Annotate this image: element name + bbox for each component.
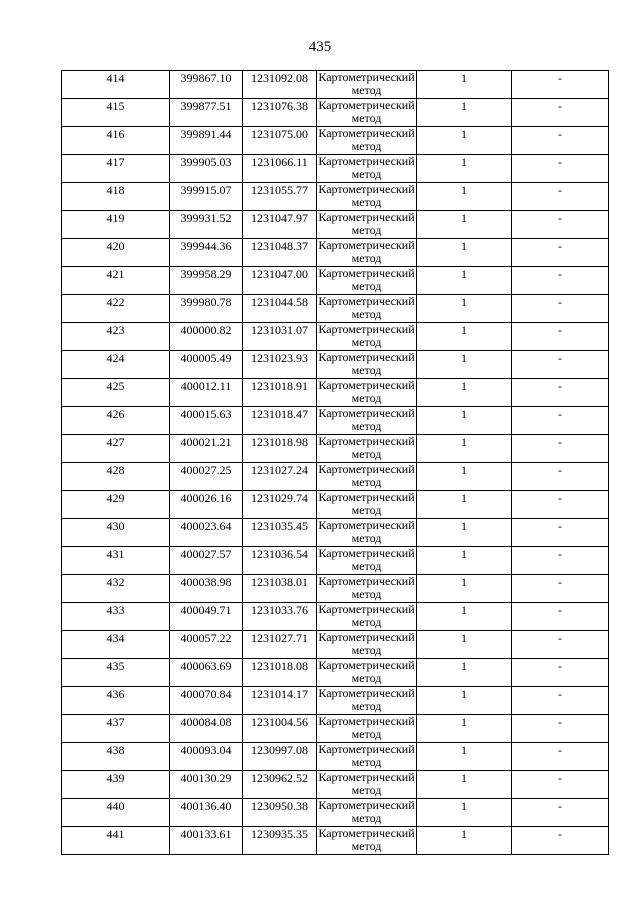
method-cell: Картометрический метод bbox=[318, 98, 415, 125]
description-cell: - bbox=[512, 743, 609, 771]
description-cell: - bbox=[512, 295, 609, 323]
accuracy-cell: 1 bbox=[417, 183, 512, 211]
point-number-cell: 421 bbox=[62, 267, 170, 295]
accuracy-cell: 1 bbox=[417, 519, 512, 547]
y-coordinate-cell: 1231092.08 bbox=[243, 71, 317, 99]
accuracy-cell: 1 bbox=[417, 127, 512, 155]
description-cell: - bbox=[512, 71, 609, 99]
point-number-cell: 425 bbox=[62, 379, 170, 407]
table-row bbox=[62, 491, 609, 519]
x-coordinate-cell: 400015.63 bbox=[170, 407, 243, 435]
x-coordinate-cell: 400027.25 bbox=[170, 463, 243, 491]
accuracy-cell: 1 bbox=[417, 295, 512, 323]
description-cell: - bbox=[512, 491, 609, 519]
x-coordinate-cell: 400070.84 bbox=[170, 687, 243, 715]
x-coordinate-cell: 399877.51 bbox=[170, 99, 243, 127]
method-cell: Картометрический метод bbox=[318, 350, 415, 377]
method-cell: Картометрический метод bbox=[318, 378, 415, 405]
table-row bbox=[62, 155, 609, 183]
method-cell: Картометрический метод bbox=[318, 182, 415, 209]
point-number-cell: 431 bbox=[62, 547, 170, 575]
method-cell: Картометрический метод bbox=[318, 238, 415, 265]
method-cell: Картометрический метод bbox=[318, 602, 415, 629]
method-cell: Картометрический метод bbox=[318, 546, 415, 573]
y-coordinate-cell: 1231075.00 bbox=[243, 127, 317, 155]
description-cell: - bbox=[512, 799, 609, 827]
y-coordinate-cell: 1231048.37 bbox=[243, 239, 317, 267]
point-number-cell: 440 bbox=[62, 799, 170, 827]
description-cell: - bbox=[512, 687, 609, 715]
description-cell: - bbox=[512, 715, 609, 743]
table-row bbox=[62, 603, 609, 631]
description-cell: - bbox=[512, 547, 609, 575]
point-number-cell: 424 bbox=[62, 351, 170, 379]
method-cell: Картометрический метод bbox=[318, 658, 415, 685]
x-coordinate-cell: 399905.03 bbox=[170, 155, 243, 183]
y-coordinate-cell: 1231038.01 bbox=[243, 575, 317, 603]
y-coordinate-cell: 1231055.77 bbox=[243, 183, 317, 211]
description-cell: - bbox=[512, 267, 609, 295]
table-row bbox=[62, 99, 609, 127]
point-number-cell: 433 bbox=[62, 603, 170, 631]
accuracy-cell: 1 bbox=[417, 771, 512, 799]
method-cell: Картометрический метод bbox=[318, 210, 415, 237]
y-coordinate-cell: 1231018.47 bbox=[243, 407, 317, 435]
accuracy-cell: 1 bbox=[417, 631, 512, 659]
table-row bbox=[62, 295, 609, 323]
description-cell: - bbox=[512, 323, 609, 351]
table-row bbox=[62, 827, 609, 855]
accuracy-cell: 1 bbox=[417, 351, 512, 379]
accuracy-cell: 1 bbox=[417, 743, 512, 771]
table-row bbox=[62, 239, 609, 267]
accuracy-cell: 1 bbox=[417, 463, 512, 491]
method-cell: Картометрический метод bbox=[318, 322, 415, 349]
method-cell: Картометрический метод bbox=[318, 462, 415, 489]
method-cell: Картометрический метод bbox=[318, 826, 415, 853]
x-coordinate-cell: 400005.49 bbox=[170, 351, 243, 379]
method-cell: Картометрический метод bbox=[318, 406, 415, 433]
x-coordinate-cell: 400049.71 bbox=[170, 603, 243, 631]
method-cell: Картометрический метод bbox=[318, 266, 415, 293]
description-cell: - bbox=[512, 435, 609, 463]
table-row bbox=[62, 715, 609, 743]
accuracy-cell: 1 bbox=[417, 239, 512, 267]
point-number-cell: 437 bbox=[62, 715, 170, 743]
y-coordinate-cell: 1230935.35 bbox=[243, 827, 317, 855]
point-number-cell: 429 bbox=[62, 491, 170, 519]
x-coordinate-cell: 400057.22 bbox=[170, 631, 243, 659]
accuracy-cell: 1 bbox=[417, 379, 512, 407]
y-coordinate-cell: 1231031.07 bbox=[243, 323, 317, 351]
y-coordinate-cell: 1231023.93 bbox=[243, 351, 317, 379]
table-row bbox=[62, 547, 609, 575]
x-coordinate-cell: 400012.11 bbox=[170, 379, 243, 407]
x-coordinate-cell: 400026.16 bbox=[170, 491, 243, 519]
description-cell: - bbox=[512, 603, 609, 631]
method-cell: Картометрический метод bbox=[318, 294, 415, 321]
method-cell: Картометрический метод bbox=[318, 574, 415, 601]
accuracy-cell: 1 bbox=[417, 407, 512, 435]
y-coordinate-cell: 1231029.74 bbox=[243, 491, 317, 519]
accuracy-cell: 1 bbox=[417, 99, 512, 127]
x-coordinate-cell: 400000.82 bbox=[170, 323, 243, 351]
accuracy-cell: 1 bbox=[417, 799, 512, 827]
accuracy-cell: 1 bbox=[417, 323, 512, 351]
accuracy-cell: 1 bbox=[417, 155, 512, 183]
table-row bbox=[62, 799, 609, 827]
y-coordinate-cell: 1231076.38 bbox=[243, 99, 317, 127]
point-number-cell: 414 bbox=[62, 71, 170, 99]
point-number-cell: 432 bbox=[62, 575, 170, 603]
point-number-cell: 439 bbox=[62, 771, 170, 799]
description-cell: - bbox=[512, 155, 609, 183]
description-cell: - bbox=[512, 519, 609, 547]
y-coordinate-cell: 1231033.76 bbox=[243, 603, 317, 631]
method-cell: Картометрический метод bbox=[318, 490, 415, 517]
y-coordinate-cell: 1231027.24 bbox=[243, 463, 317, 491]
method-cell: Картометрический метод bbox=[318, 742, 415, 769]
table-row bbox=[62, 463, 609, 491]
point-number-cell: 419 bbox=[62, 211, 170, 239]
description-cell: - bbox=[512, 575, 609, 603]
table-row bbox=[62, 267, 609, 295]
x-coordinate-cell: 400130.29 bbox=[170, 771, 243, 799]
y-coordinate-cell: 1230950.38 bbox=[243, 799, 317, 827]
accuracy-cell: 1 bbox=[417, 71, 512, 99]
description-cell: - bbox=[512, 211, 609, 239]
description-cell: - bbox=[512, 771, 609, 799]
accuracy-cell: 1 bbox=[417, 687, 512, 715]
x-coordinate-cell: 399915.07 bbox=[170, 183, 243, 211]
accuracy-cell: 1 bbox=[417, 659, 512, 687]
accuracy-cell: 1 bbox=[417, 491, 512, 519]
description-cell: - bbox=[512, 379, 609, 407]
x-coordinate-cell: 400038.98 bbox=[170, 575, 243, 603]
table-row bbox=[62, 211, 609, 239]
accuracy-cell: 1 bbox=[417, 827, 512, 855]
accuracy-cell: 1 bbox=[417, 267, 512, 295]
table-row bbox=[62, 771, 609, 799]
method-cell: Картометрический метод bbox=[318, 126, 415, 153]
point-number-cell: 416 bbox=[62, 127, 170, 155]
method-cell: Картометрический метод bbox=[318, 798, 415, 825]
page-number: 435 bbox=[308, 39, 332, 55]
description-cell: - bbox=[512, 659, 609, 687]
y-coordinate-cell: 1231014.17 bbox=[243, 687, 317, 715]
table-row bbox=[62, 127, 609, 155]
point-number-cell: 428 bbox=[62, 463, 170, 491]
description-cell: - bbox=[512, 463, 609, 491]
point-number-cell: 434 bbox=[62, 631, 170, 659]
y-coordinate-cell: 1231036.54 bbox=[243, 547, 317, 575]
description-cell: - bbox=[512, 127, 609, 155]
point-number-cell: 423 bbox=[62, 323, 170, 351]
x-coordinate-cell: 400084.08 bbox=[170, 715, 243, 743]
point-number-cell: 418 bbox=[62, 183, 170, 211]
table-row bbox=[62, 687, 609, 715]
y-coordinate-cell: 1231018.08 bbox=[243, 659, 317, 687]
x-coordinate-cell: 399944.36 bbox=[170, 239, 243, 267]
method-cell: Картометрический метод bbox=[318, 714, 415, 741]
table-row bbox=[62, 407, 609, 435]
y-coordinate-cell: 1231066.11 bbox=[243, 155, 317, 183]
point-number-cell: 415 bbox=[62, 99, 170, 127]
table-row bbox=[62, 435, 609, 463]
point-number-cell: 430 bbox=[62, 519, 170, 547]
x-coordinate-cell: 399891.44 bbox=[170, 127, 243, 155]
y-coordinate-cell: 1231044.58 bbox=[243, 295, 317, 323]
x-coordinate-cell: 400136.40 bbox=[170, 799, 243, 827]
accuracy-cell: 1 bbox=[417, 435, 512, 463]
description-cell: - bbox=[512, 631, 609, 659]
table-row bbox=[62, 575, 609, 603]
accuracy-cell: 1 bbox=[417, 603, 512, 631]
x-coordinate-cell: 400093.04 bbox=[170, 743, 243, 771]
table-row bbox=[62, 379, 609, 407]
x-coordinate-cell: 400021.21 bbox=[170, 435, 243, 463]
y-coordinate-cell: 1231035.45 bbox=[243, 519, 317, 547]
method-cell: Картометрический метод bbox=[318, 770, 415, 797]
method-cell: Картометрический метод bbox=[318, 154, 415, 181]
method-cell: Картометрический метод bbox=[318, 630, 415, 657]
description-cell: - bbox=[512, 827, 609, 855]
point-number-cell: 417 bbox=[62, 155, 170, 183]
x-coordinate-cell: 400063.69 bbox=[170, 659, 243, 687]
point-number-cell: 435 bbox=[62, 659, 170, 687]
y-coordinate-cell: 1230962.52 bbox=[243, 771, 317, 799]
y-coordinate-cell: 1231027.71 bbox=[243, 631, 317, 659]
method-cell: Картометрический метод bbox=[318, 686, 415, 713]
table-row bbox=[62, 659, 609, 687]
point-number-cell: 436 bbox=[62, 687, 170, 715]
method-cell: Картометрический метод bbox=[318, 518, 415, 545]
description-cell: - bbox=[512, 99, 609, 127]
point-number-cell: 438 bbox=[62, 743, 170, 771]
table-row bbox=[62, 519, 609, 547]
table-row bbox=[62, 71, 609, 99]
table-row bbox=[62, 323, 609, 351]
y-coordinate-cell: 1231047.00 bbox=[243, 267, 317, 295]
accuracy-cell: 1 bbox=[417, 211, 512, 239]
y-coordinate-cell: 1230997.08 bbox=[243, 743, 317, 771]
point-number-cell: 422 bbox=[62, 295, 170, 323]
accuracy-cell: 1 bbox=[417, 715, 512, 743]
x-coordinate-cell: 399867.10 bbox=[170, 71, 243, 99]
accuracy-cell: 1 bbox=[417, 547, 512, 575]
point-number-cell: 427 bbox=[62, 435, 170, 463]
table-row bbox=[62, 351, 609, 379]
x-coordinate-cell: 400027.57 bbox=[170, 547, 243, 575]
description-cell: - bbox=[512, 239, 609, 267]
method-cell: Картометрический метод bbox=[318, 434, 415, 461]
x-coordinate-cell: 400133.61 bbox=[170, 827, 243, 855]
x-coordinate-cell: 400023.64 bbox=[170, 519, 243, 547]
x-coordinate-cell: 399980.78 bbox=[170, 295, 243, 323]
point-number-cell: 420 bbox=[62, 239, 170, 267]
table-row bbox=[62, 183, 609, 211]
coordinates-table-body bbox=[62, 71, 609, 855]
y-coordinate-cell: 1231018.91 bbox=[243, 379, 317, 407]
coordinates-table bbox=[61, 70, 609, 855]
accuracy-cell: 1 bbox=[417, 575, 512, 603]
description-cell: - bbox=[512, 407, 609, 435]
table-row bbox=[62, 743, 609, 771]
x-coordinate-cell: 399931.52 bbox=[170, 211, 243, 239]
x-coordinate-cell: 399958.29 bbox=[170, 267, 243, 295]
point-number-cell: 441 bbox=[62, 827, 170, 855]
point-number-cell: 426 bbox=[62, 407, 170, 435]
method-cell: Картометрический метод bbox=[318, 70, 415, 97]
description-cell: - bbox=[512, 183, 609, 211]
y-coordinate-cell: 1231004.56 bbox=[243, 715, 317, 743]
description-cell: - bbox=[512, 351, 609, 379]
table-row bbox=[62, 631, 609, 659]
y-coordinate-cell: 1231018.98 bbox=[243, 435, 317, 463]
y-coordinate-cell: 1231047.97 bbox=[243, 211, 317, 239]
